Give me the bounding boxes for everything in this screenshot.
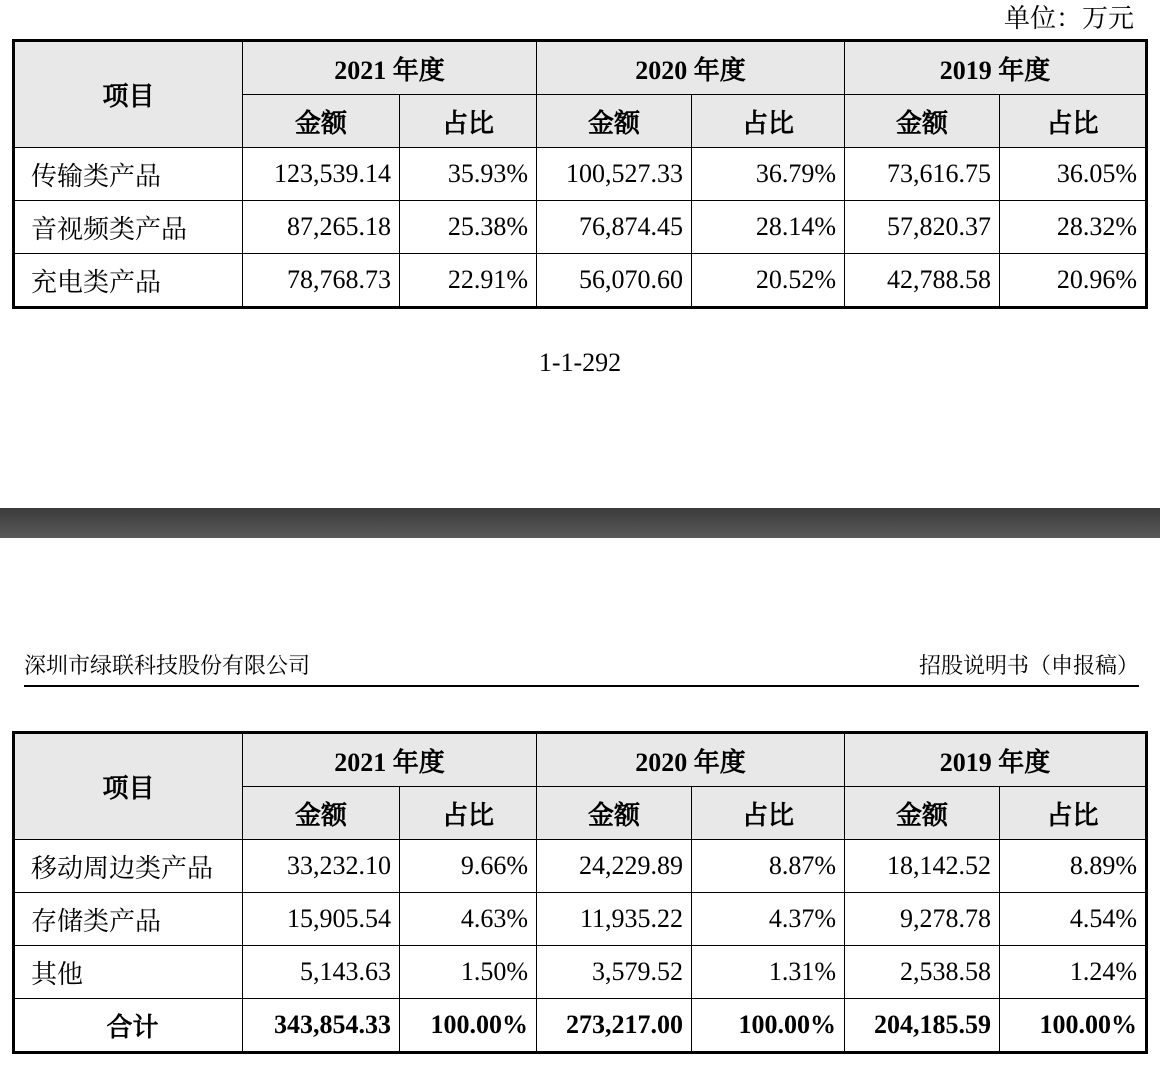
header-amount: 金额	[845, 787, 1000, 840]
header-item: 项目	[14, 733, 243, 840]
ratio-2021: 25.38%	[400, 201, 537, 254]
amount-2021: 87,265.18	[243, 201, 400, 254]
amount-2020: 3,579.52	[537, 946, 692, 999]
ratio-2021: 1.50%	[400, 946, 537, 999]
amount-2019: 18,142.52	[845, 840, 1000, 893]
row-label: 存储类产品	[14, 893, 243, 946]
ratio-2019: 36.05%	[1000, 148, 1147, 201]
revenue-table-part2	[12, 731, 1148, 1054]
amount-2020: 56,070.60	[537, 254, 692, 308]
header-ratio: 占比	[400, 787, 537, 840]
header-ratio: 占比	[692, 95, 845, 148]
total-amount-2019: 204,185.59	[845, 999, 1000, 1053]
header-year-2020: 2020 年度	[537, 733, 845, 787]
unit-label: 单位：万元	[1003, 4, 1134, 33]
header-amount: 金额	[537, 95, 692, 148]
total-ratio-2020: 100.00%	[692, 999, 845, 1053]
header-ratio: 占比	[1000, 787, 1147, 840]
ratio-2020: 28.14%	[692, 201, 845, 254]
page-header	[24, 651, 1139, 687]
ratio-2020: 36.79%	[692, 148, 845, 201]
ratio-2019: 28.32%	[1000, 201, 1147, 254]
header-year-2019: 2019 年度	[845, 733, 1147, 787]
table-row	[14, 148, 1147, 201]
ratio-2021: 35.93%	[400, 148, 537, 201]
page-divider	[0, 508, 1160, 538]
ratio-2021: 22.91%	[400, 254, 537, 308]
header-year-2021: 2021 年度	[243, 733, 537, 787]
total-ratio-2019: 100.00%	[1000, 999, 1147, 1053]
ratio-2020: 1.31%	[692, 946, 845, 999]
table-row	[14, 893, 1147, 946]
table-row	[14, 840, 1147, 893]
amount-2019: 42,788.58	[845, 254, 1000, 308]
amount-2021: 123,539.14	[243, 148, 400, 201]
document-title: 招股说明书（申报稿）	[918, 654, 1139, 679]
ratio-2019: 8.89%	[1000, 840, 1147, 893]
total-amount-2020: 273,217.00	[537, 999, 692, 1053]
header-ratio: 占比	[400, 95, 537, 148]
header-year-2021: 2021 年度	[243, 41, 537, 95]
total-label: 合计	[14, 999, 243, 1053]
amount-2020: 11,935.22	[537, 893, 692, 946]
table-row	[14, 201, 1147, 254]
ratio-2019: 20.96%	[1000, 254, 1147, 308]
amount-2019: 2,538.58	[845, 946, 1000, 999]
ratio-2019: 1.24%	[1000, 946, 1147, 999]
header-year-2019: 2019 年度	[845, 41, 1147, 95]
page-number: 1-1-292	[538, 348, 622, 377]
ratio-2020: 20.52%	[692, 254, 845, 308]
amount-2019: 73,616.75	[845, 148, 1000, 201]
header-ratio: 占比	[692, 787, 845, 840]
header-amount: 金额	[537, 787, 692, 840]
ratio-2020: 8.87%	[692, 840, 845, 893]
total-amount-2021: 343,854.33	[243, 999, 400, 1053]
row-label: 音视频类产品	[14, 201, 243, 254]
amount-2020: 76,874.45	[537, 201, 692, 254]
header-year-2020: 2020 年度	[537, 41, 845, 95]
header-item: 项目	[14, 41, 243, 148]
table-row	[14, 946, 1147, 999]
table-row	[14, 254, 1147, 308]
amount-2020: 100,527.33	[537, 148, 692, 201]
ratio-2021: 4.63%	[400, 893, 537, 946]
company-name: 深圳市绿联科技股份有限公司	[24, 654, 311, 679]
header-amount: 金额	[243, 787, 400, 840]
header-amount: 金额	[243, 95, 400, 148]
total-ratio-2021: 100.00%	[400, 999, 537, 1053]
total-row	[14, 999, 1147, 1053]
amount-2021: 5,143.63	[243, 946, 400, 999]
ratio-2019: 4.54%	[1000, 893, 1147, 946]
amount-2021: 78,768.73	[243, 254, 400, 308]
amount-2021: 33,232.10	[243, 840, 400, 893]
ratio-2020: 4.37%	[692, 893, 845, 946]
amount-2021: 15,905.54	[243, 893, 400, 946]
row-label: 充电类产品	[14, 254, 243, 308]
row-label: 其他	[14, 946, 243, 999]
amount-2020: 24,229.89	[537, 840, 692, 893]
header-amount: 金额	[845, 95, 1000, 148]
amount-2019: 57,820.37	[845, 201, 1000, 254]
header-ratio: 占比	[1000, 95, 1147, 148]
row-label: 传输类产品	[14, 148, 243, 201]
ratio-2021: 9.66%	[400, 840, 537, 893]
row-label: 移动周边类产品	[14, 840, 243, 893]
amount-2019: 9,278.78	[845, 893, 1000, 946]
revenue-table-part1	[12, 39, 1148, 309]
